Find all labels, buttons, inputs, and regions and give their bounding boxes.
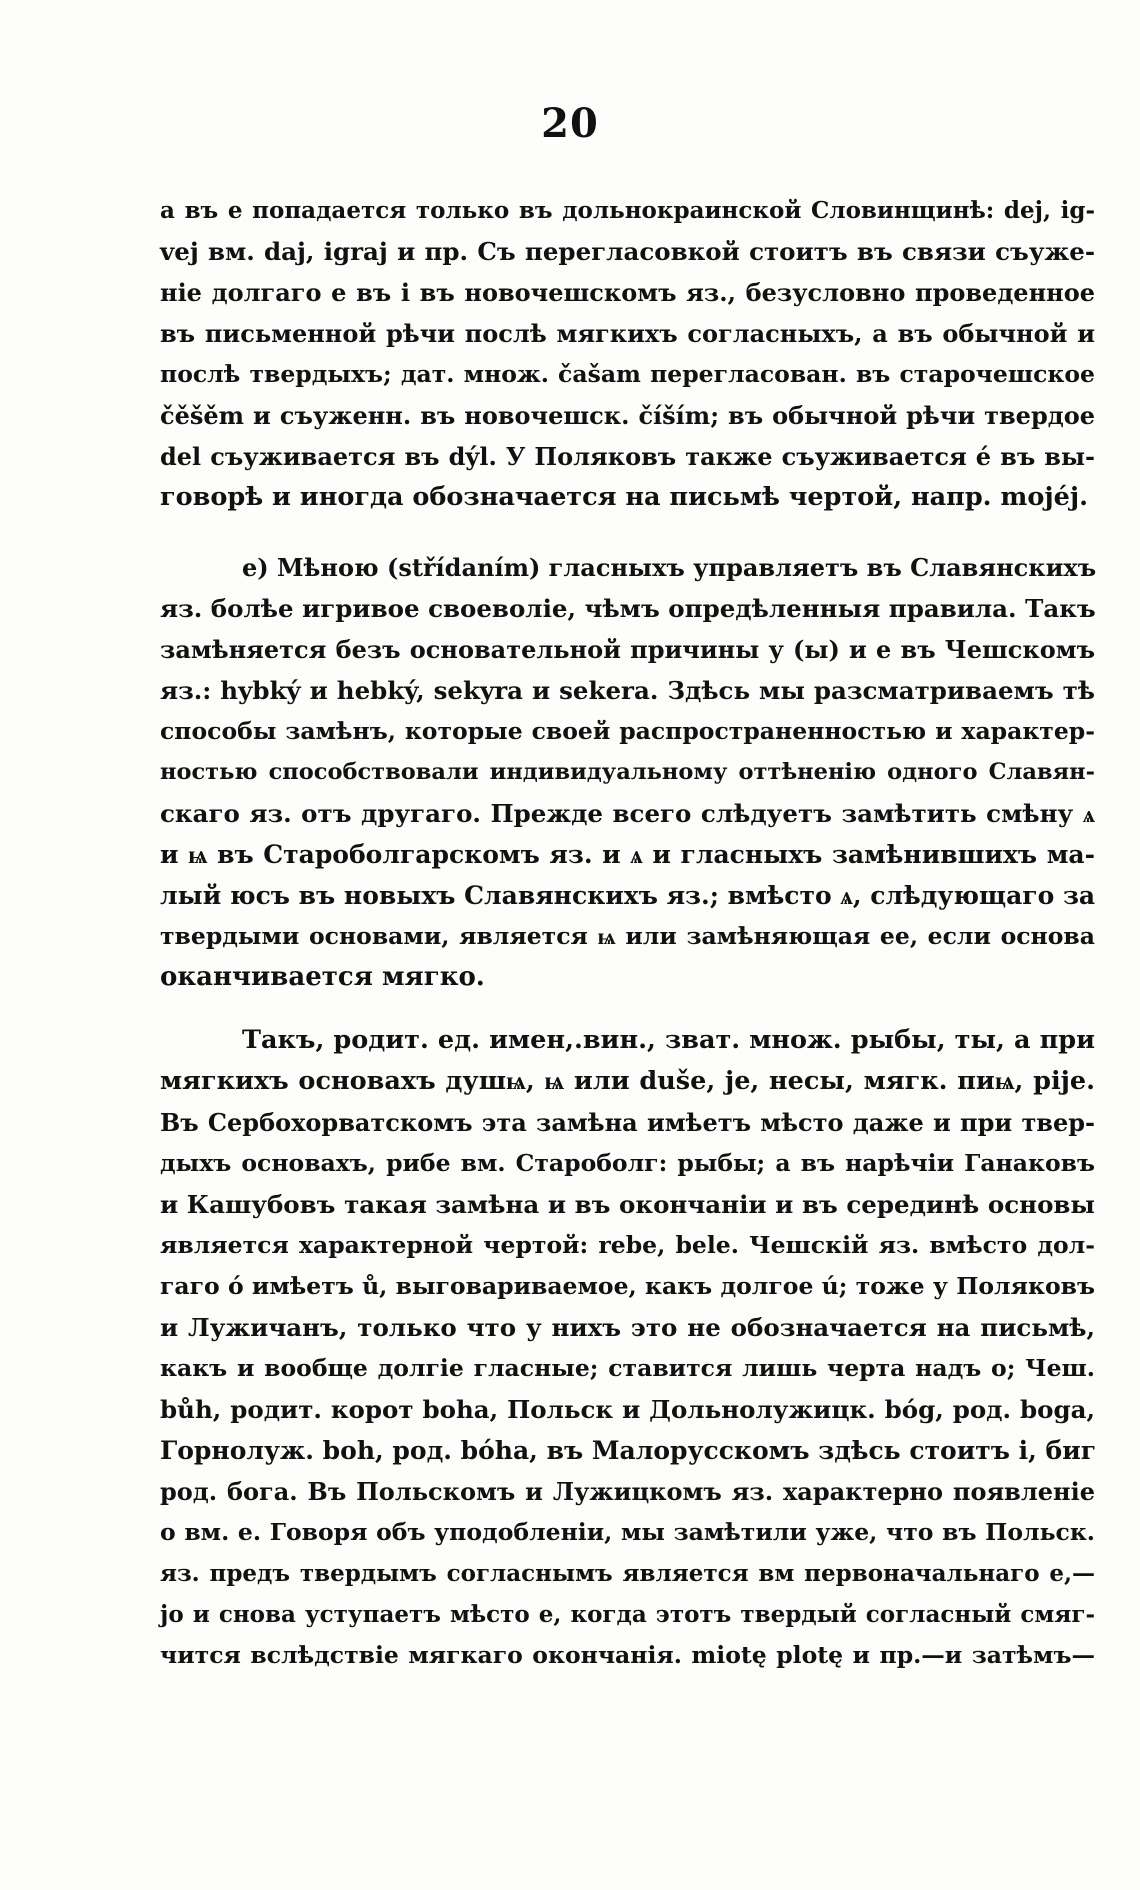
text-line: яз. болѣе игривое своеволіе, чѣмъ опредѣленныя правила. Такъ	[160, 594, 1096, 623]
text-line: и ѩ въ Староболгарскомъ яз. и ѧ и гласныхъ замѣнившихъ ма-	[160, 840, 1095, 869]
text-line: Такъ, родит. ед. имен,.вин., зват. множ. рыбы, ты, а при	[242, 1025, 1095, 1055]
text-line: какъ и вообще долгіе гласные; ставится лишь черта надъ о; Чеш.	[160, 1354, 1095, 1382]
text-line: ностью способствовали индивидуальному оттѣненію одного Славян-	[160, 759, 1095, 785]
text-line: яз.: hybký и hebký, sekyra и sekera. Здѣсь мы разсматриваемъ тѣ	[160, 676, 1095, 705]
text-line: въ письменной рѣчи послѣ мягкихъ согласныхъ, а въ обычной и	[160, 319, 1095, 348]
text-line: оканчивается мягко.	[160, 962, 485, 992]
text-line: Горнолуж. boh, род. bóha, въ Малорусскомъ здѣсь стоитъ і, биг	[160, 1436, 1097, 1465]
text-line: čěšěm и съуженн. въ новочешск. číším; въ обычной рѣчи твердое	[160, 401, 1095, 430]
text-line: чится вслѣдствіе мягкаго окончанія. miotę plotę и пр.—и затѣмъ—	[160, 1641, 1095, 1669]
text-line: род. бога. Въ Польскомъ и Лужицкомъ яз. характерно появленіе	[160, 1477, 1095, 1506]
text-line: Въ Сербохорватскомъ эта замѣна имѣетъ мѣсто даже и при твер-	[160, 1108, 1095, 1137]
text-line: vej вм. daj, igraj и пр. Съ перегласовкой стоитъ въ связи съуже-	[160, 237, 1095, 266]
text-line: гаго ó имѣетъ ů, выговариваемое, какъ долгое ú; тоже у Поляковъ	[160, 1272, 1095, 1300]
text-line: е) Мѣною (střídaním) гласныхъ управляетъ въ Славянскихъ	[242, 553, 1097, 582]
text-line: jo и снова уступаетъ мѣсто е, когда этотъ твердый согласный смяг-	[160, 1601, 1095, 1628]
text-line: а въ е попадается только въ дольнокраинской Словинщинѣ: dej, ig-	[160, 197, 1095, 224]
text-line: послѣ твердыхъ; дат. множ. čašam перегласован. въ старочешское	[160, 360, 1095, 388]
text-line: о вм. е. Говоря объ уподобленіи, мы замѣтили уже, что въ Польск.	[160, 1518, 1095, 1546]
page-number: 20	[541, 100, 599, 147]
text-line: твердыми основами, является ѩ или замѣняющая ее, если основа	[160, 922, 1095, 950]
text-line: дыхъ основахъ, рибе вм. Староболг: рыбы; а въ нарѣчіи Ганаковъ	[160, 1149, 1095, 1177]
text-line: ніе долгаго е въ і въ новочешскомъ яз., безусловно проведенное	[160, 278, 1095, 307]
text-line: замѣняется безъ основательной причины у (ы) и е въ Чешскомъ	[160, 635, 1095, 664]
paragraph-1	[160, 190, 1095, 518]
text-line: яз. предъ твердымъ согласнымъ является вм первоначальнаго е,—	[160, 1560, 1095, 1587]
text-line: скаго яз. отъ другаго. Прежде всего слѣдуетъ замѣтить смѣну ѧ	[160, 799, 1095, 828]
text-line: мягкихъ основахъ душѩ, ѩ или duše, je, несы, мягк. пиѩ, pije.	[160, 1066, 1095, 1096]
text-line: del съуживается въ dýl. У Поляковъ также съуживается é въ вы-	[160, 442, 1095, 471]
text-line: является характерной чертой: rebe, bele. Чешскій яз. вмѣсто дол-	[160, 1231, 1095, 1259]
paragraph-3	[160, 1020, 1095, 1676]
text-line: говорѣ и иногда обозначается на письмѣ чертой, напр. mojéj.	[160, 482, 1088, 512]
paragraph-2	[160, 547, 1095, 998]
text-line: способы замѣнъ, которые своей распространенностью и характер-	[160, 717, 1095, 745]
text-line: bůh, родит. корот boha, Польск и Дольнолужицк. bóg, род. boga,	[160, 1395, 1095, 1424]
text-line: и Лужичанъ, только что у нихъ это не обозначается на письмѣ,	[160, 1313, 1095, 1342]
text-line: лый юсъ въ новыхъ Славянскихъ яз.; вмѣсто ѧ, слѣдующаго за	[160, 881, 1096, 910]
text-line: и Кашубовъ такая замѣна и въ окончаніи и въ серединѣ основы	[160, 1190, 1095, 1219]
